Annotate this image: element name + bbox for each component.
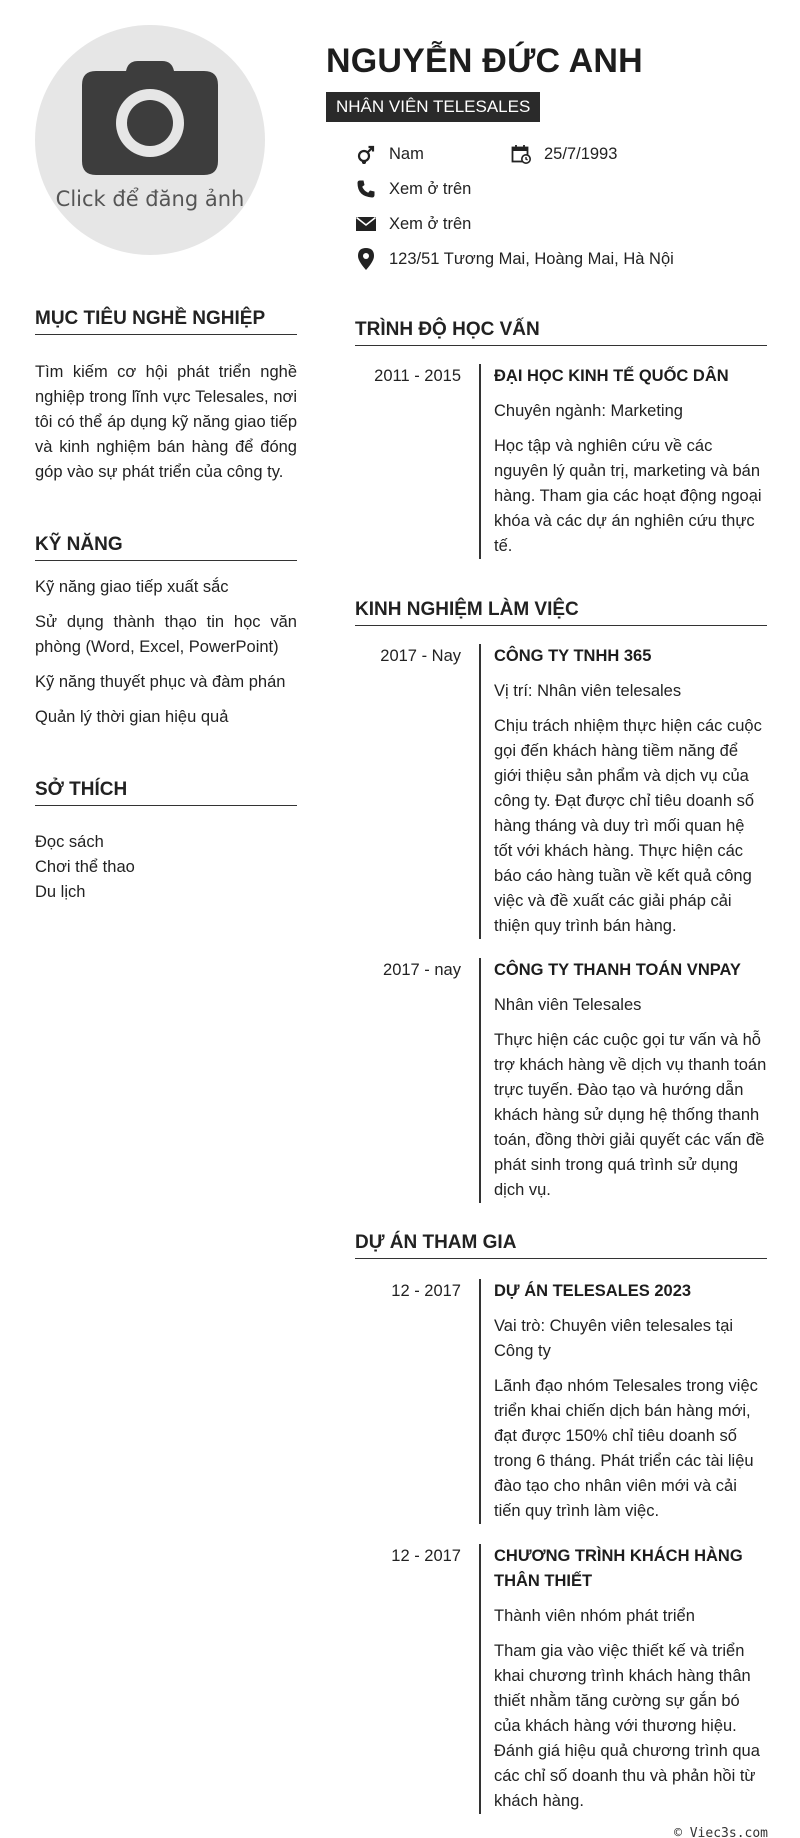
entry-date: 2017 - Nay xyxy=(380,647,461,665)
entry-body xyxy=(479,364,767,559)
entry-description: Tham gia vào việc thiết kế và triển khai chương trình khách hàng thân thiết nhằm tăng cường sự gắn bó của khách hàng với thương hiệu. Đánh giá hiệu quả chương trình qua các chỉ số doanh thu và phản hồi từ khách hàng. xyxy=(494,1642,760,1810)
entry-organization: CÔNG TY TNHH 365 xyxy=(494,647,652,665)
skill-item: Kỹ năng giao tiếp xuất sắc xyxy=(35,578,229,596)
hobbies-section xyxy=(35,779,297,905)
email-value: Xem ở trên xyxy=(389,214,472,233)
entry-body xyxy=(479,958,767,1203)
skill-item: Quản lý thời gian hiệu quả xyxy=(35,708,229,726)
birthdate-value: 25/7/1993 xyxy=(544,144,618,163)
job-title-badge: NHÂN VIÊN TELESALES xyxy=(326,92,540,122)
phone-icon xyxy=(355,178,377,200)
career-objective-section xyxy=(35,308,297,485)
work-experience-section xyxy=(355,599,767,626)
entry-date: 12 - 2017 xyxy=(391,1282,461,1300)
entry-body xyxy=(479,1544,767,1814)
entry-role: Chuyên ngành: Marketing xyxy=(494,402,683,420)
entry-organization: CHƯƠNG TRÌNH KHÁCH HÀNG THÂN THIẾT xyxy=(494,1547,743,1590)
avatar-upload[interactable] xyxy=(35,25,265,255)
projects-section xyxy=(355,1232,767,1259)
entry-role: Thành viên nhóm phát triển xyxy=(494,1607,695,1625)
hobby-item: Chơi thể thao xyxy=(35,858,135,876)
envelope-icon xyxy=(355,213,377,235)
address-row xyxy=(355,247,674,271)
entry-date: 2017 - nay xyxy=(383,961,461,979)
section-title: SỞ THÍCH xyxy=(35,779,297,806)
hobby-item: Đọc sách xyxy=(35,833,104,851)
entry-description: Thực hiện các cuộc gọi tư vấn và hỗ trợ khách hàng về dịch vụ thanh toán trực tuyến. Đào tạo và hướng dẫn khách hàng sử dụng hệ thống thanh toán, đồng thời giải quyết các vấn đề phát sinh trong quá trình sử dụng dịch vụ. xyxy=(494,1031,767,1199)
entry-description: Chịu trách nhiệm thực hiện các cuộc gọi đến khách hàng tiềm năng để giới thiệu sản phẩm và dịch vụ của công ty. Đạt được chỉ tiêu doanh số hàng tháng và duy trì mối quan hệ tốt với khách hàng. Thực hiện các báo cáo hàng tuần về kết quả công việc và đề xuất các giải pháp cải thiện quy trình bán hàng. xyxy=(494,717,762,935)
entry-organization: CÔNG TY THANH TOÁN VNPAY xyxy=(494,961,741,979)
email-row xyxy=(355,212,471,236)
copyright-footer: © Viec3s.com xyxy=(674,1826,768,1838)
candidate-name: NGUYỄN ĐỨC ANH xyxy=(326,42,643,80)
camera-icon xyxy=(82,57,218,175)
phone-value: Xem ở trên xyxy=(389,179,472,198)
skill-item: Kỹ năng thuyết phục và đàm phán xyxy=(35,673,286,691)
objective-text: Tìm kiếm cơ hội phát triển nghề nghiệp trong lĩnh vực Telesales, nơi tôi có thể áp dụng kỹ năng giao tiếp và kinh nghiệm bán hàng để đóng góp vào sự phát triển của công ty. xyxy=(35,363,297,481)
phone-row xyxy=(355,177,471,201)
birthdate-row xyxy=(510,142,617,166)
entry-date: 2011 - 2015 xyxy=(374,367,461,385)
section-title: KỸ NĂNG xyxy=(35,534,297,561)
entry-organization: ĐẠI HỌC KINH TẾ QUỐC DÂN xyxy=(494,367,729,385)
address-value: 123/51 Tương Mai, Hoàng Mai, Hà Nội xyxy=(389,249,674,268)
section-title: DỰ ÁN THAM GIA xyxy=(355,1232,767,1259)
location-pin-icon xyxy=(355,248,377,270)
entry-role: Nhân viên Telesales xyxy=(494,996,642,1014)
avatar-caption: Click để đăng ảnh xyxy=(55,187,245,211)
gender-row xyxy=(355,142,424,166)
entry-body xyxy=(479,644,767,939)
section-title: KINH NGHIỆM LÀM VIỆC xyxy=(355,599,767,626)
skills-section xyxy=(35,534,297,740)
entry-description: Học tập và nghiên cứu về các nguyên lý quản trị, marketing và bán hàng. Tham gia các hoạt động ngoại khóa và các dự án nghiên cứu thực tế. xyxy=(494,437,762,555)
entry-date: 12 - 2017 xyxy=(391,1547,461,1565)
calendar-icon xyxy=(510,143,532,165)
hobby-item: Du lịch xyxy=(35,883,86,901)
entry-body xyxy=(479,1279,767,1524)
entry-role: Vai trò: Chuyên viên telesales tại Công ty xyxy=(494,1317,734,1360)
gender-value: Nam xyxy=(389,144,424,163)
gender-icon xyxy=(355,143,377,165)
skill-item: Sử dụng thành thạo tin học văn phòng (Word, Excel, PowerPoint) xyxy=(35,613,297,656)
entry-description: Lãnh đạo nhóm Telesales trong việc triển khai chiến dịch bán hàng mới, đạt được 150% chỉ tiêu doanh số trong 6 tháng. Phát triển các tài liệu đào tạo cho nhân viên mới và cải tiến quy trình làm việc. xyxy=(494,1377,758,1520)
entry-organization: DỰ ÁN TELESALES 2023 xyxy=(494,1282,692,1300)
education-section xyxy=(355,319,767,346)
section-title: MỤC TIÊU NGHỀ NGHIỆP xyxy=(35,308,297,335)
entry-role: Vị trí: Nhân viên telesales xyxy=(494,682,682,700)
section-title: TRÌNH ĐỘ HỌC VẤN xyxy=(355,319,767,346)
